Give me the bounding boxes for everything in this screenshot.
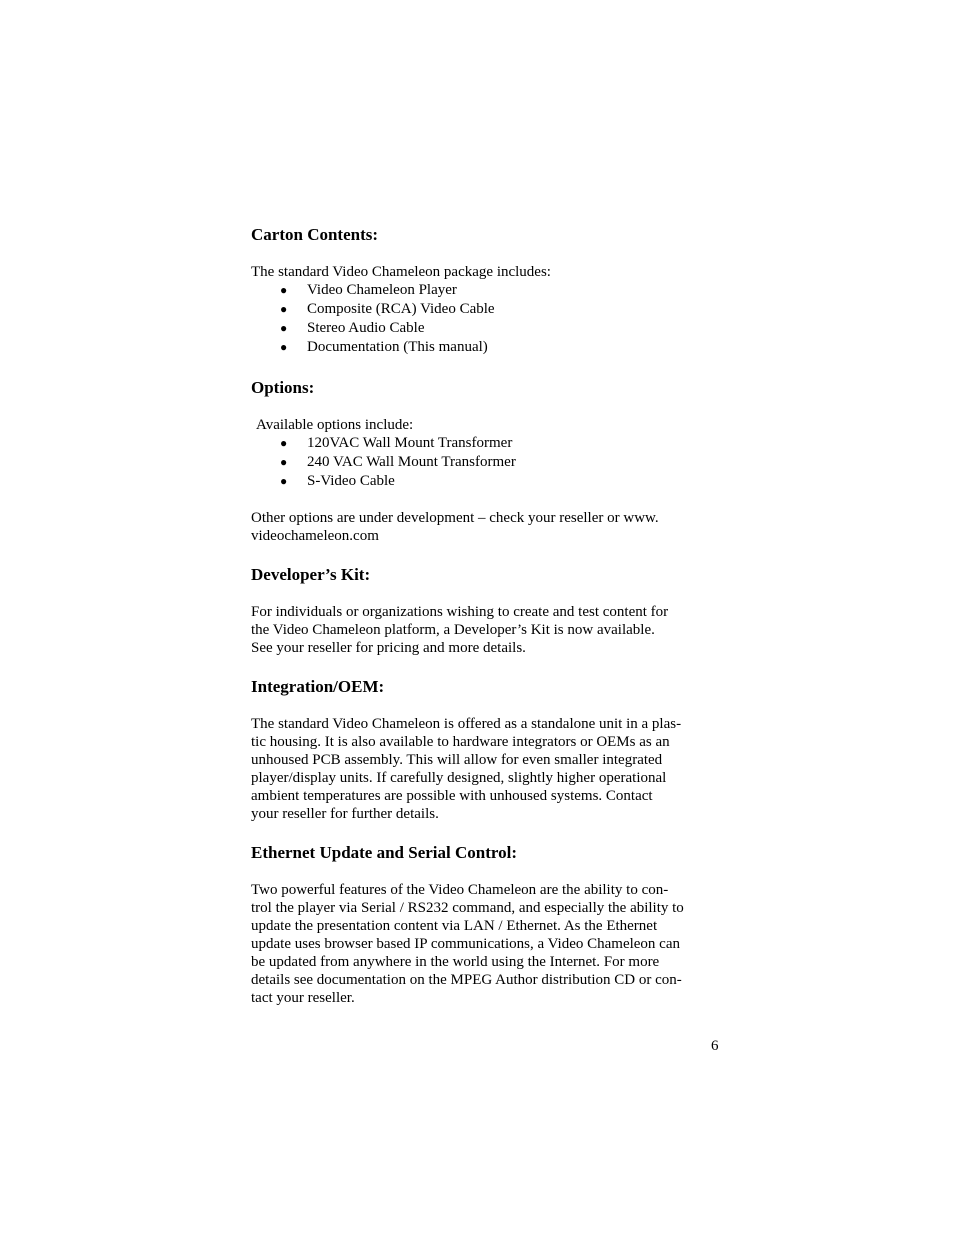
bullet-icon: ● <box>280 340 288 354</box>
list-item: ● 120VAC Wall Mount Transformer <box>280 435 513 451</box>
paragraph-line: Two powerful features of the Video Chameleon are the ability to con- <box>251 882 669 898</box>
section-developers-kit <box>251 564 721 657</box>
paragraph-line: trol the player via Serial / RS232 command, and especially the ability to <box>251 900 684 916</box>
paragraph-line: tact your reseller. <box>251 990 355 1006</box>
paragraph-line: player/display units. If carefully designed, slightly higher operational <box>251 770 667 786</box>
paragraph-line: update the presentation content via LAN / Ethernet. As the Ethernet <box>251 918 658 934</box>
paragraph-line: the Video Chameleon platform, a Developer’s Kit is now available. <box>251 622 655 638</box>
bullet-icon: ● <box>280 455 288 469</box>
bullet-icon: ● <box>280 321 288 335</box>
other-options-line: videochameleon.com <box>251 528 379 544</box>
list-item: ● Stereo Audio Cable <box>280 320 425 336</box>
bullet-icon: ● <box>280 436 288 450</box>
paragraph-line: unhoused PCB assembly. This will allow for even smaller integrated <box>251 752 663 768</box>
list-item: ● Video Chameleon Player <box>280 282 457 298</box>
bullet-icon: ● <box>280 302 288 316</box>
paragraph-line: be updated from anywhere in the world using the Internet. For more <box>251 954 660 970</box>
paragraph-line: The standard Video Chameleon is offered as a standalone unit in a plas- <box>251 716 682 732</box>
section-options <box>251 377 721 545</box>
options-list <box>251 434 721 491</box>
paragraph-line: details see documentation on the MPEG Author distribution CD or con- <box>251 972 682 988</box>
section-carton-contents <box>251 224 721 357</box>
page-number: 6 <box>711 1038 719 1054</box>
section-integration-oem <box>251 676 721 823</box>
section-ethernet-serial <box>251 842 721 1007</box>
paragraph-line: See your reseller for pricing and more details. <box>251 640 526 656</box>
manual-page-content <box>251 224 721 1007</box>
bullet-icon: ● <box>280 474 288 488</box>
carton-contents-heading: Carton Contents: <box>251 225 379 244</box>
developers-kit-heading: Developer’s Kit: <box>251 565 371 584</box>
list-item: ● Composite (RCA) Video Cable <box>280 301 495 317</box>
other-options-paragraph <box>251 509 721 545</box>
bullet-icon: ● <box>280 283 288 297</box>
list-item: ● Documentation (This manual) <box>280 339 488 355</box>
paragraph-line: update uses browser based IP communications, a Video Chameleon can <box>251 936 680 952</box>
paragraph-line: ambient temperatures are possible with unhoused systems. Contact <box>251 788 653 804</box>
ethernet-serial-heading: Ethernet Update and Serial Control: <box>251 843 518 862</box>
paragraph-line: For individuals or organizations wishing to create and test content for <box>251 604 669 620</box>
other-options-line: Other options are under development – check your reseller or www. <box>251 510 659 526</box>
paragraph-line: your reseller for further details. <box>251 806 439 822</box>
options-heading: Options: <box>251 378 315 397</box>
list-item: ● S-Video Cable <box>280 473 395 489</box>
carton-contents-list <box>251 281 721 357</box>
integration-oem-heading: Integration/OEM: <box>251 677 385 696</box>
options-intro: Available options include: <box>256 417 414 433</box>
list-item: ● 240 VAC Wall Mount Transformer <box>280 454 516 470</box>
carton-contents-intro: The standard Video Chameleon package includes: <box>251 264 551 280</box>
paragraph-line: tic housing. It is also available to hardware integrators or OEMs as an <box>251 734 670 750</box>
